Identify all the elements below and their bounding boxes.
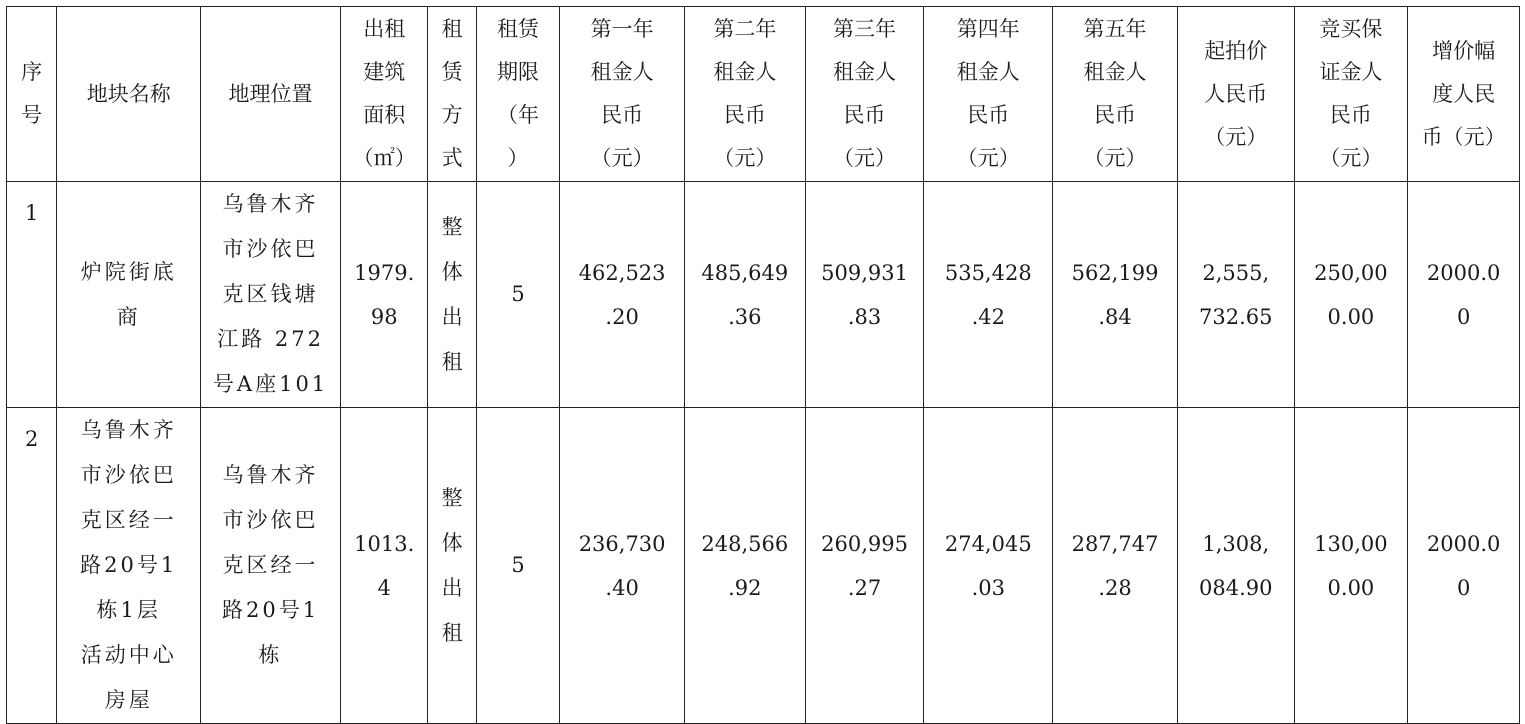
cell-seq: 2 [7,408,57,724]
cell-rent-year4: 535,428 .42 [924,182,1053,408]
cell-rent-year5: 562,199 .84 [1053,182,1178,408]
cell-location: 乌鲁木齐 市沙依巴 克区经一 路20号1 栋 [201,408,341,724]
cell-lease-mode: 整 体 出 租 [428,408,476,724]
cell-area: 1013. 4 [340,408,428,724]
cell-rent-year3: 509,931 .83 [805,182,924,408]
cell-rent-year5: 287,747 .28 [1053,408,1178,724]
header-seq: 序 号 [7,7,57,182]
header-start-price: 起拍价 人民币 （元） [1177,7,1294,182]
header-plot-name: 地块名称 [57,7,201,182]
header-deposit: 竞买保 证金人 民币 （元） [1294,7,1408,182]
cell-rent-year2: 485,649 .36 [684,182,805,408]
cell-area: 1979. 98 [340,182,428,408]
header-lease-mode: 租 赁 方 式 [428,7,476,182]
header-area: 出租 建筑 面积 （㎡） [340,7,428,182]
table-row [7,182,1520,408]
header-rent-year4: 第四年 租金人 民币 （元） [924,7,1053,182]
cell-lease-term: 5 [476,408,559,724]
cell-deposit: 130,00 0.00 [1294,408,1408,724]
cell-rent-year3: 260,995 .27 [805,408,924,724]
header-rent-year5: 第五年 租金人 民币 （元） [1053,7,1178,182]
cell-plot-name: 炉院街底 商 [57,182,201,408]
cell-rent-year4: 274,045 .03 [924,408,1053,724]
header-row [7,7,1520,182]
cell-start-price: 1,308, 084.90 [1177,408,1294,724]
auction-table [6,6,1520,724]
cell-rent-year2: 248,566 .92 [684,408,805,724]
header-lease-term: 租赁 期限 （年 ） [476,7,559,182]
cell-seq: 1 [7,182,57,408]
table-row [7,408,1520,724]
header-rent-year1: 第一年 租金人 民币 （元） [560,7,685,182]
cell-deposit: 250,00 0.00 [1294,182,1408,408]
cell-lease-term: 5 [476,182,559,408]
cell-lease-mode: 整 体 出 租 [428,182,476,408]
cell-increment: 2000.0 0 [1408,182,1520,408]
header-rent-year2: 第二年 租金人 民币 （元） [684,7,805,182]
cell-rent-year1: 236,730 .40 [560,408,685,724]
cell-location: 乌鲁木齐 市沙依巴 克区钱塘 江路 272 号A座101 [201,182,341,408]
header-rent-year3: 第三年 租金人 民币 （元） [805,7,924,182]
header-location: 地理位置 [201,7,341,182]
cell-plot-name: 乌鲁木齐 市沙依巴 克区经一 路20号1 栋1层 活动中心 房屋 [57,408,201,724]
cell-start-price: 2,555, 732.65 [1177,182,1294,408]
cell-rent-year1: 462,523 .20 [560,182,685,408]
cell-increment: 2000.0 0 [1408,408,1520,724]
header-increment: 增价幅 度人民 币（元） [1408,7,1520,182]
